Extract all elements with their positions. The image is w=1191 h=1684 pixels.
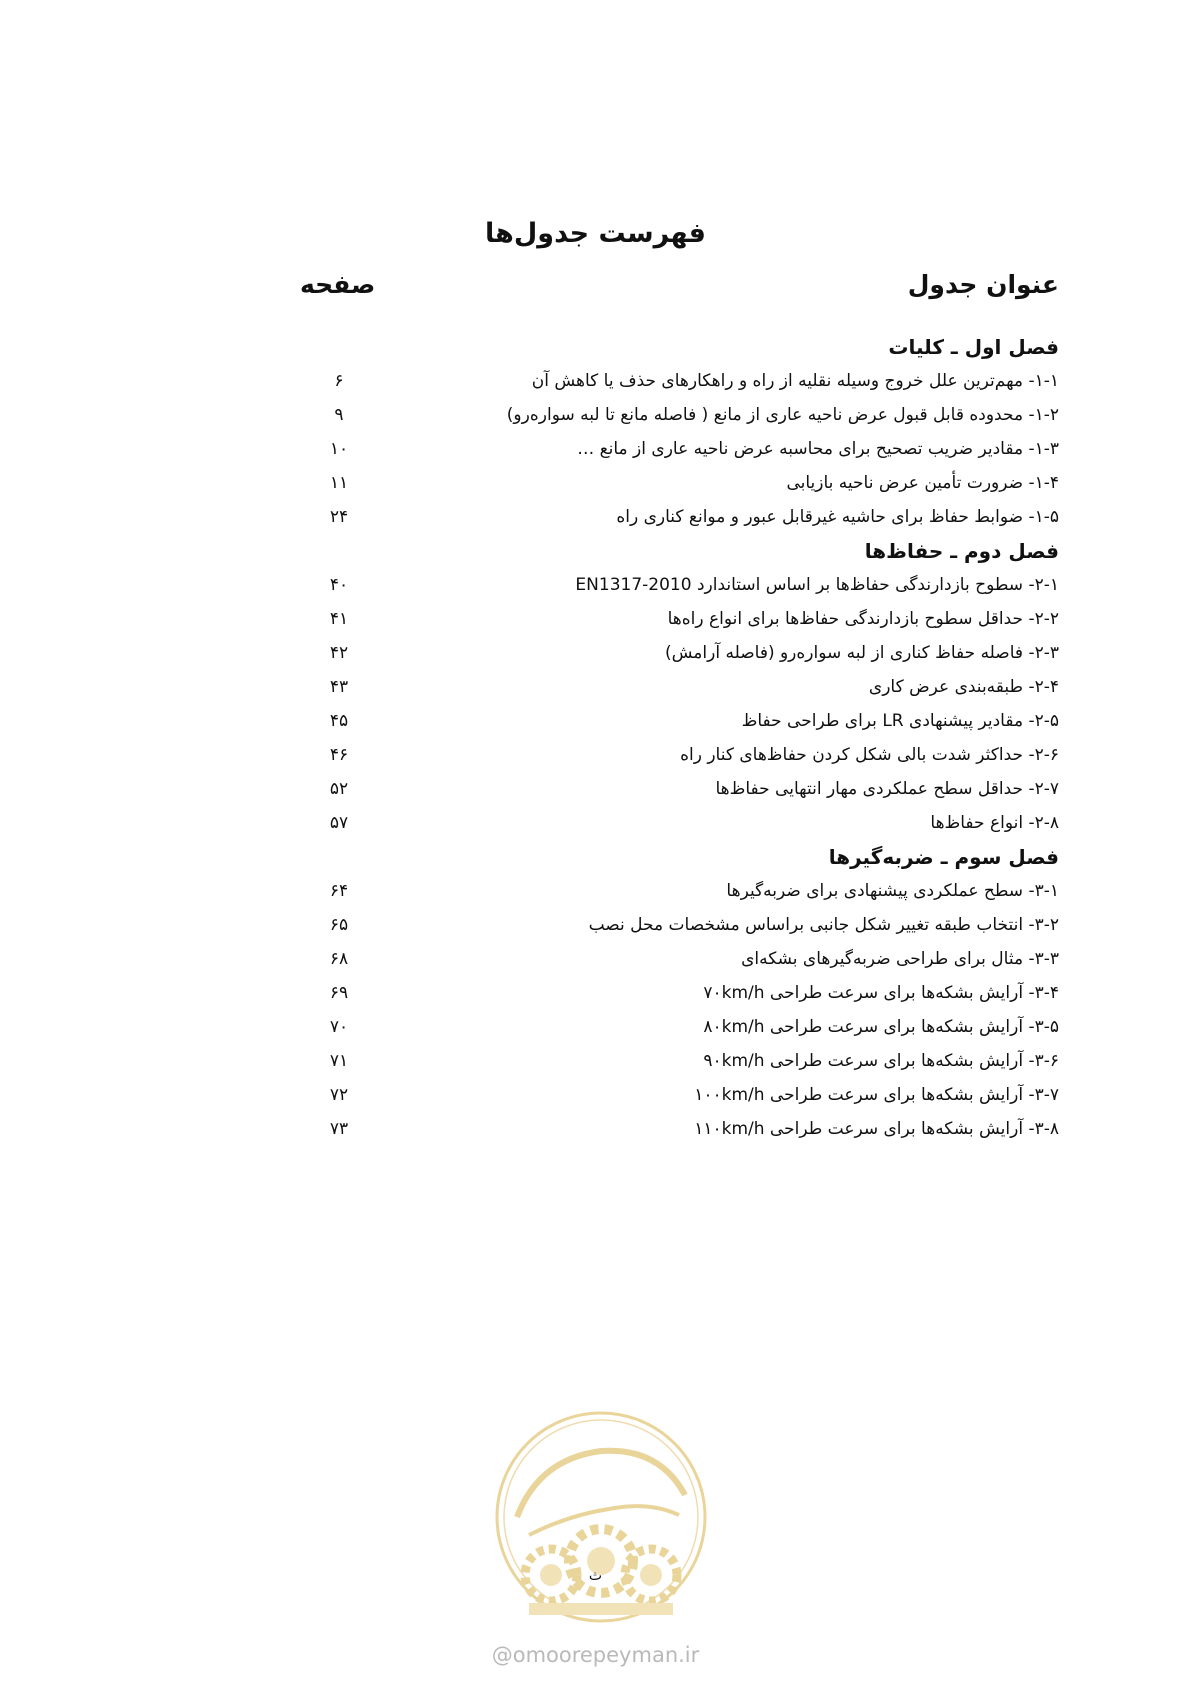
toc-entry-page: ۱۱ [329,473,349,493]
toc-entry-title: ۲-۶- حداکثر شدت بالی شکل کردن حفاظ‌های کنار راه [680,745,1059,765]
toc-entry[interactable] [309,670,1059,704]
toc-entry[interactable] [309,874,1059,908]
chapter-title: فصل سوم ـ ضربه‌گیرها [828,845,1059,869]
toc-entry-page: ۴۲ [329,643,349,663]
toc-entry-title: ۳-۴- آرایش بشکه‌ها برای سرعت طراحی ۷۰km/h [703,983,1059,1003]
toc-entry-title: ۱-۲- محدوده قابل قبول عرض ناحیه عاری از مانع ( فاصله مانع تا لبه سواره‌رو) [506,405,1059,425]
toc-entry-page: ۴۰ [329,575,349,595]
toc-entry-page: ۶۵ [329,915,349,935]
toc-entry-page: ۷۱ [329,1051,349,1071]
toc-entry-page: ۶۹ [329,983,349,1003]
page-title: فهرست جدول‌ها [485,218,706,249]
seal-logo [489,1405,713,1629]
toc-entry-page: ۷۰ [329,1017,349,1037]
page-letter: ث [588,1568,603,1584]
chapter-title: فصل اول ـ کلیات [888,335,1059,359]
toc-entry-title: ۲-۴- طبقه‌بندی عرض کاری [868,677,1059,697]
toc-entry-page: ۶ [334,371,344,391]
toc-entry[interactable] [309,466,1059,500]
toc-entry[interactable] [309,636,1059,670]
toc-entry-page: ۹ [334,405,344,425]
toc-entry[interactable] [309,704,1059,738]
toc-entry-page: ۶۴ [329,881,349,901]
toc-entry-title: ۱-۳- مقادیر ضریب تصحیح برای محاسبه عرض ناحیه عاری از مانع … [577,439,1059,459]
toc-entry-title: ۳-۷- آرایش بشکه‌ها برای سرعت طراحی ۱۰۰km/h [694,1085,1059,1105]
toc-entry[interactable] [309,1010,1059,1044]
toc-entry[interactable] [309,772,1059,806]
toc-entry-page: ۴۱ [329,609,349,629]
toc-entry-page: ۷۳ [329,1119,349,1139]
toc-entry[interactable] [309,398,1059,432]
toc-entry-title: ۱-۱- مهم‌ترین علل خروج وسیله نقلیه از راه و راهکارهای حذف یا کاهش آن [531,371,1059,391]
toc-entry[interactable] [309,364,1059,398]
toc-entry-page: ۲۴ [329,507,349,527]
toc-entry-title: ۳-۸- آرایش بشکه‌ها برای سرعت طراحی ۱۱۰km/h [694,1119,1059,1139]
toc-entry[interactable] [309,432,1059,466]
toc-entry-title: ۱-۵- ضوابط حفاظ برای حاشیه غیرقابل عبور و موانع کناری راه [616,507,1059,527]
title-column-header: عنوان جدول [907,270,1059,299]
toc-entry-page: ۴۳ [329,677,349,697]
chapter-title: فصل دوم ـ حفاظ‌ها [864,539,1059,563]
toc-entry[interactable] [309,568,1059,602]
toc-entry[interactable] [309,500,1059,534]
toc-entry-title: ۲-۸- انواع حفاظ‌ها [930,813,1059,833]
table-of-tables [309,330,1059,1146]
toc-entry-page: ۵۷ [329,813,349,833]
toc-entry[interactable] [309,1044,1059,1078]
page-column-header: صفحه [300,270,376,299]
toc-entry-title: ۳-۲- انتخاب طبقه تغییر شکل جانبی براساس مشخصات محل نصب [588,915,1059,935]
toc-entry-title: ۳-۶- آرایش بشکه‌ها برای سرعت طراحی ۹۰km/h [703,1051,1059,1071]
toc-entry[interactable] [309,942,1059,976]
toc-entry-page: ۷۲ [329,1085,349,1105]
toc-entry-page: ۶۸ [329,949,349,969]
toc-entry-title: ۱-۴- ضرورت تأمین عرض ناحیه بازیابی [786,473,1059,493]
toc-entry-page: ۱۰ [329,439,349,459]
toc-entry-title: ۲-۳- فاصله حفاظ کناری از لبه سواره‌رو (فاصله آرامش) [664,643,1059,663]
toc-entry[interactable] [309,976,1059,1010]
toc-entry-title: ۳-۳- مثال برای طراحی ضربه‌گیرهای بشکه‌ای [741,949,1059,969]
toc-entry-page: ۴۶ [329,745,349,765]
toc-entry-title: ۲-۱- سطوح بازدارندگی حفاظ‌ها بر اساس استاندارد EN1317-2010 [575,575,1059,595]
toc-entry-title: ۳-۵- آرایش بشکه‌ها برای سرعت طراحی ۸۰km/h [703,1017,1059,1037]
toc-entry-title: ۲-۷- حداقل سطح عملکردی مهار انتهایی حفاظ‌ها [715,779,1059,799]
toc-entry[interactable] [309,1112,1059,1146]
toc-entry-title: ۲-۲- حداقل سطوح بازدارندگی حفاظ‌ها برای انواع راه‌ها [667,609,1059,629]
toc-entry[interactable] [309,738,1059,772]
footer-watermark: @omoorepeyman.ir [491,1643,700,1667]
toc-entry-title: ۲-۵- مقادیر پیشنهادی LR برای طراحی حفاظ [741,711,1059,731]
toc-entry-page: ۵۲ [329,779,349,799]
toc-entry-page: ۴۵ [329,711,349,731]
toc-entry[interactable] [309,602,1059,636]
toc-entry[interactable] [309,1078,1059,1112]
toc-entry[interactable] [309,908,1059,942]
toc-entry[interactable] [309,806,1059,840]
toc-entry-title: ۳-۱- سطح عملکردی پیشنهادی برای ضربه‌گیرها [726,881,1059,901]
